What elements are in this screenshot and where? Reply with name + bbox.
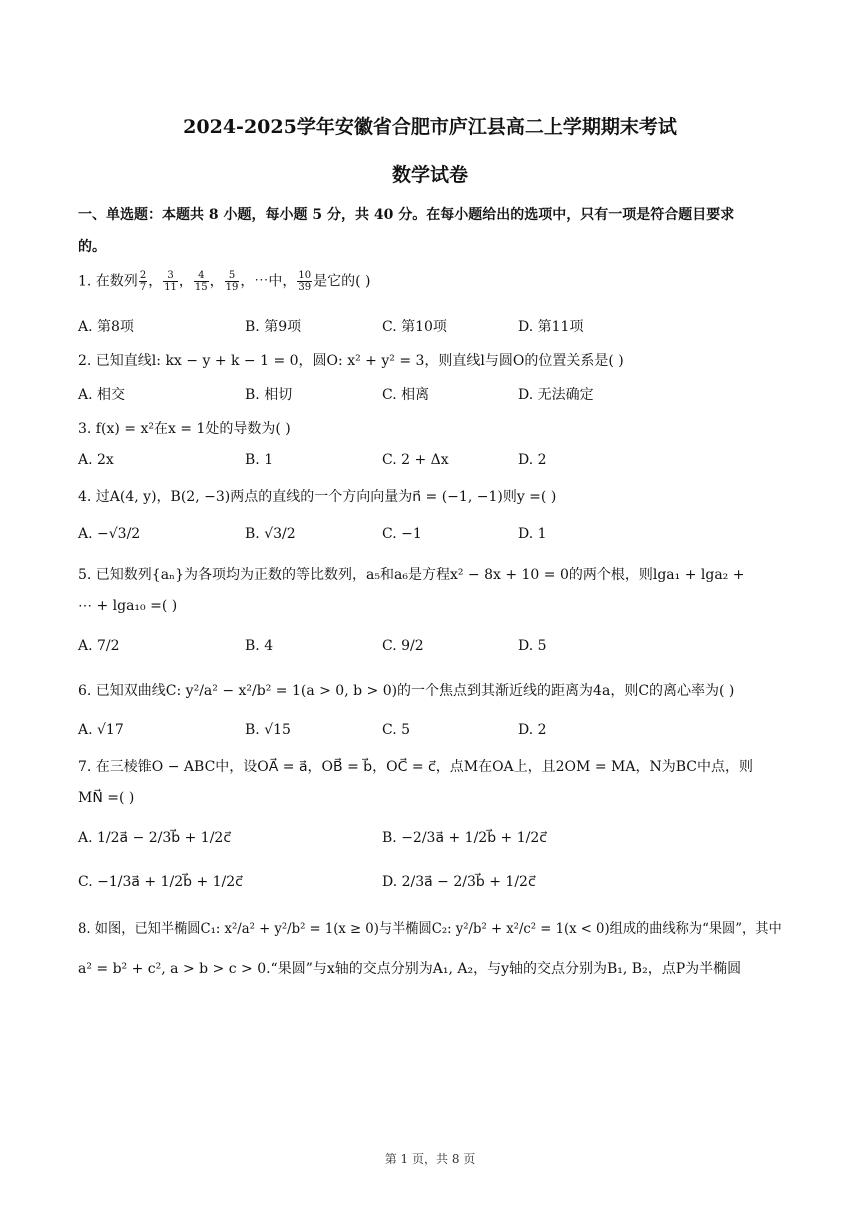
q2-option-c[interactable]: C. 相离 <box>382 387 430 403</box>
q6-option-b[interactable]: B. √15 <box>245 722 291 738</box>
q2-option-a[interactable]: A. 相交 <box>78 387 126 403</box>
q6-option-c[interactable]: C. 5 <box>382 722 411 738</box>
question-5: 5. 已知数列{aₙ}为各项均为正数的等比数列，a₅和a₆是方程x² − 8x + 10 = 0的两个根，则lga₁ + lga₂ + <box>78 567 745 583</box>
q7-option-c[interactable]: C. −1/3a⃗ + 1/2b⃗ + 1/2c⃗ <box>78 874 243 890</box>
q3-option-c[interactable]: C. 2 + Δx <box>382 452 449 468</box>
q6-option-d[interactable]: D. 2 <box>518 722 547 738</box>
q1-option-d[interactable]: D. 第11项 <box>518 319 584 335</box>
question-3: 3. f(x) = x²在x = 1处的导数为( ) <box>78 421 291 437</box>
q5-option-b[interactable]: B. 4 <box>245 638 274 654</box>
q4-option-a[interactable]: A. −√3/2 <box>78 526 141 542</box>
question-8: 8. 如图，已知半椭圆C₁: x²/a² + y²/b² = 1(x ≥ 0)与半椭圆C₂: y²/b² + x²/c² = 1(x < 0)组成的曲线称为“果圆”，其中 <box>78 921 782 937</box>
q1-option-b[interactable]: B. 第9项 <box>245 319 302 335</box>
section-heading-cont: 的。 <box>78 239 106 255</box>
question-4: 4. 过A(4, y)，B(2, −3)两点的直线的一个方向向量为n⃗ = (−1, −1)则y =( ) <box>78 489 557 505</box>
question-2: 2. 已知直线l: kx − y + k − 1 = 0，圆O: x² + y² = 3，则直线l与圆O的位置关系是( ) <box>78 353 624 369</box>
question-7-cont: MN⃗ =( ) <box>78 790 135 806</box>
q5-option-a[interactable]: A. 7/2 <box>78 638 120 654</box>
q3-option-b[interactable]: B. 1 <box>245 452 274 468</box>
q7-option-b[interactable]: B. −2/3a⃗ + 1/2b⃗ + 1/2c⃗ <box>382 830 547 846</box>
question-6: 6. 已知双曲线C: y²/a² − x²/b² = 1(a > 0, b > 0)的一个焦点到其渐近线的距离为4a，则C的离心率为( ) <box>78 683 735 699</box>
q6-option-a[interactable]: A. √17 <box>78 722 124 738</box>
q7-option-d[interactable]: D. 2/3a⃗ − 2/3b⃗ + 1/2c⃗ <box>382 874 536 890</box>
question-5-cont: ⋯ + lga₁₀ =( ) <box>78 598 178 614</box>
q5-option-d[interactable]: D. 5 <box>518 638 547 654</box>
question-1: 1. 在数列 $\frac{2}{7}$ ， $\frac{3}{11}$ ， $\frac{4}{15}$ ， $\frac{5}{19}$ ，⋯中， $\frac{10}{39}$ 是它的( ) <box>78 270 371 293</box>
q4-option-b[interactable]: B. √3/2 <box>245 526 296 542</box>
section-heading: 一、单选题：本题共 8 小题，每小题 5 分，共 40 分。在每小题给出的选项中，只有一项是符合题目要求 <box>78 207 735 223</box>
q2-option-b[interactable]: B. 相切 <box>245 387 293 403</box>
q1-option-a[interactable]: A. 第8项 <box>78 319 134 335</box>
q5-option-c[interactable]: C. 9/2 <box>382 638 424 654</box>
question-7: 7. 在三棱锥O − ABC中，设OA⃗ = a⃗，OB⃗ = b⃗，OC⃗ = c⃗，点M在OA上，且2OM = MA，N为BC中点，则 <box>78 759 753 775</box>
exam-title: 2024-2025学年安徽省合肥市庐江县高二上学期期末考试 <box>183 116 677 138</box>
q3-option-a[interactable]: A. 2x <box>78 452 114 468</box>
q2-option-d[interactable]: D. 无法确定 <box>518 387 594 403</box>
q3-option-d[interactable]: D. 2 <box>518 452 547 468</box>
q4-option-c[interactable]: C. −1 <box>382 526 422 542</box>
page-footer: 第 1 页，共 8 页 <box>384 1152 476 1166</box>
exam-subtitle: 数学试卷 <box>391 164 468 186</box>
question-8-cont: a² = b² + c², a > b > c > 0.“果圆”与x轴的交点分别为A₁, A₂，与y轴的交点分别为B₁, B₂，点P为半椭圆 <box>78 961 742 977</box>
q4-option-d[interactable]: D. 1 <box>518 526 547 542</box>
q7-option-a[interactable]: A. 1/2a⃗ − 2/3b⃗ + 1/2c⃗ <box>78 830 232 846</box>
q1-option-c[interactable]: C. 第10项 <box>382 319 447 335</box>
